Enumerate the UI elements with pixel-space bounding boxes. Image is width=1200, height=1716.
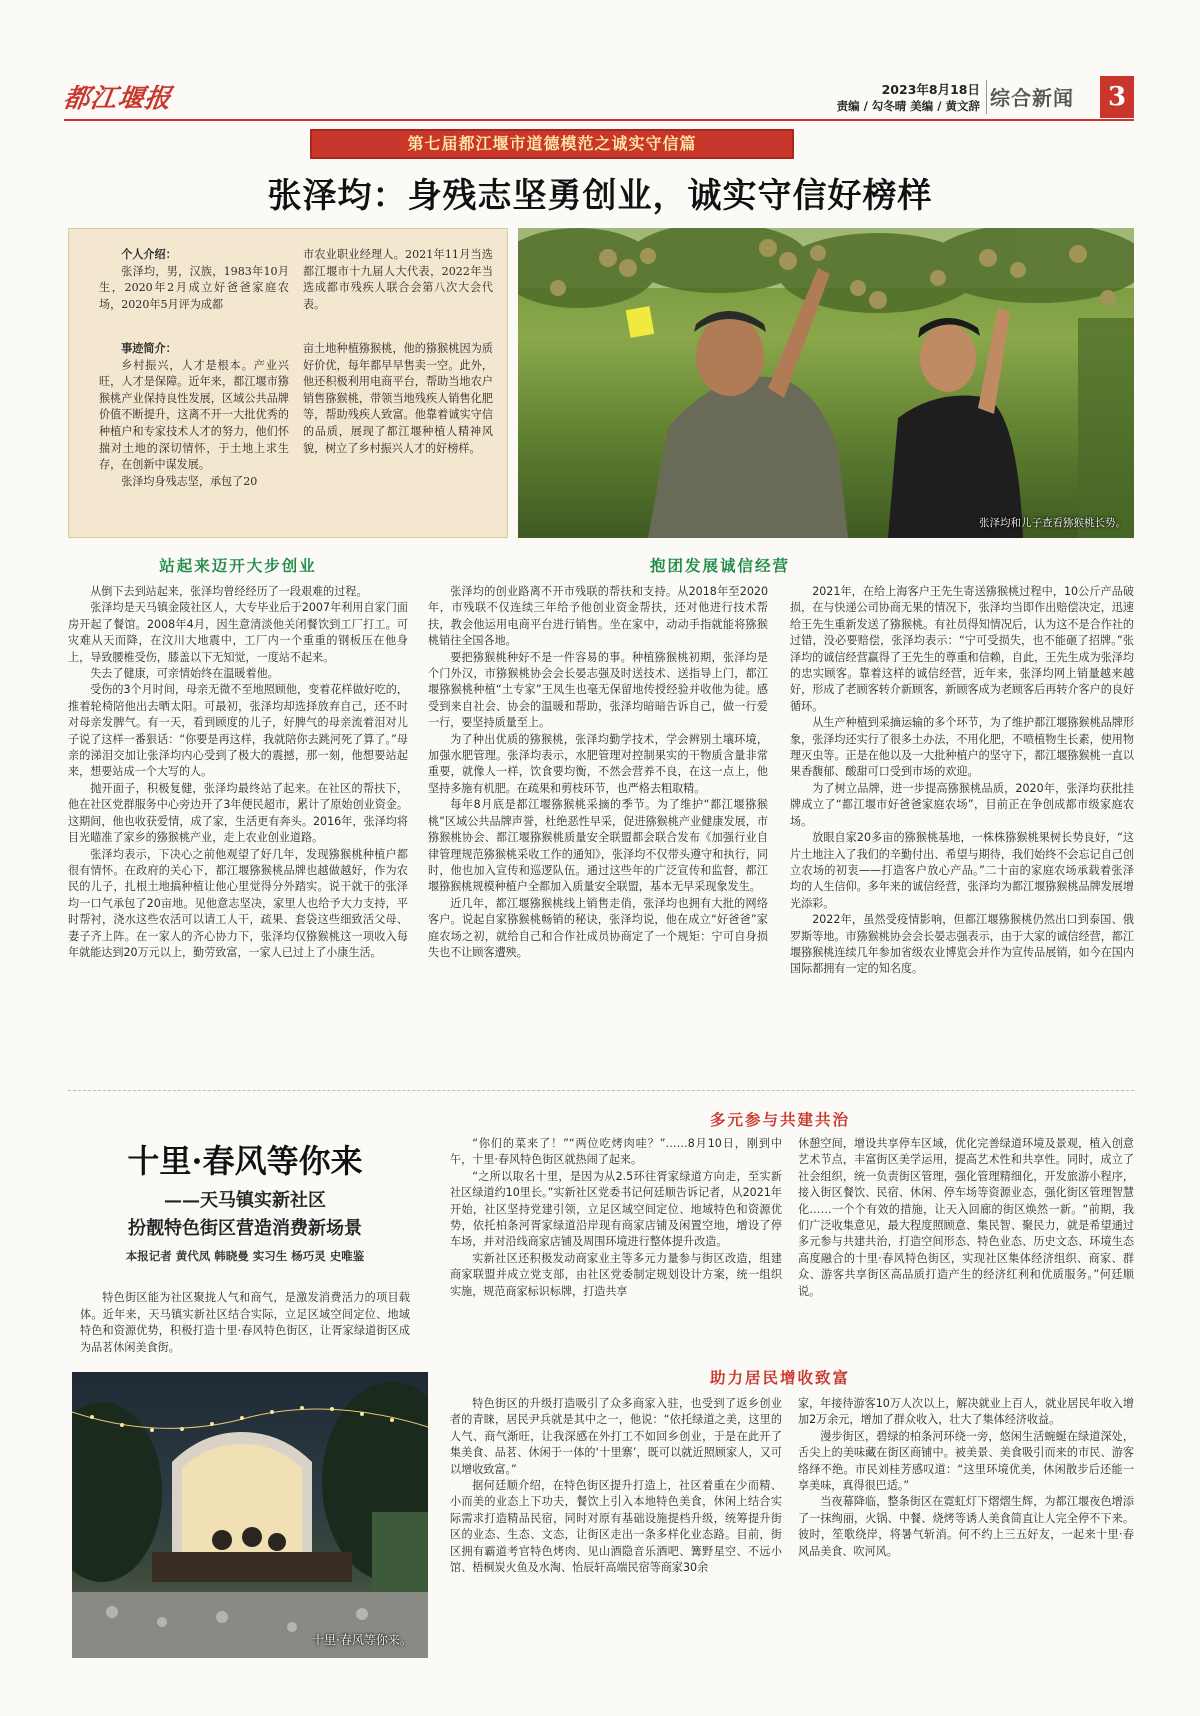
profile-intro-text-1: 张泽均，男，汉族，1983年10月生，2020年2月成立好爸爸家庭农场，2020年5月评为成都 bbox=[99, 264, 289, 311]
section1-colB bbox=[798, 1136, 1134, 1372]
section2-colB bbox=[798, 1396, 1134, 1696]
section-name: 综合新闻 bbox=[990, 86, 1074, 110]
top-col1-p2: 张泽均是天马镇金陵社区人，大专毕业后于2007年利用自家门面房开起了餐馆。2008年4月，因生意清淡他关闭餐饮到工厂打工。可灾难从天而降，在汶川大地震中，工厂内一个重重的钢板压在他身上，导致腰椎受伤，膝盖以下无知觉，一度站不起来。 bbox=[68, 601, 408, 664]
profile-deeds-text-1b: 张泽均身残志坚，承包了20 bbox=[121, 474, 258, 488]
bottom-byline: 本报记者 黄代凤 韩晓曼 实习生 杨巧灵 史唯鉴 bbox=[125, 1249, 365, 1263]
top-col1-p5: 抛开面子，积极复健，张泽均最终站了起来。在社区的帮扶下，他在社区党群服务中心旁边开了3年便民超市，累计了原始创业资金。这期间，他也收获爱情，成了家，生活更有奔头。2016年，张泽均将目光瞄准了家乡的猕猴桃产业，走上农业创业道路。 bbox=[68, 781, 408, 845]
section1-colA-p1: “你们的菜来了！”“两位吃烤肉哇？”……8月10日，刚到中午，十里·春风特色街区就热闹了起来。 bbox=[450, 1137, 782, 1167]
section1-colA-p3: 实新社区还积极发动商家业主等多元力量参与街区改造，组建商家联盟并成立党支部，由社区党委制定规划设计方案，统一组织实施，规范商家标识标牌，打造共享 bbox=[450, 1251, 782, 1298]
page-number-badge bbox=[1100, 76, 1134, 118]
col1-heading: 站起来迈开大步创业 bbox=[159, 556, 317, 575]
masthead bbox=[0, 0, 1200, 125]
profile-deeds-text-2: 亩土地种植猕猴桃，他的猕猴桃因为质好价优，每年都早早售卖一空。此外，他还积极利用电商平台，帮助当地农户销售猕猴桃，带领当地残疾人销售化肥等，帮助残疾人致富。他靠着诚实守信的品质，展现了都江堰种植人精神风貌，树立了乡村振兴人才的好榜样。 bbox=[303, 342, 493, 455]
issue-date: 2023年8月18日 bbox=[881, 82, 980, 97]
street-photo bbox=[72, 1372, 428, 1658]
top-col2 bbox=[428, 584, 768, 1074]
profile-intro-text-2: 市农业职业经理人。2021年11月当选都江堰市十九届人大代表，2022年当选成都市残疾人联合会第八次大会代表。 bbox=[303, 248, 493, 311]
series-banner bbox=[310, 129, 794, 159]
top-col1-p3: 失去了健康，可亲情始终在温暖着他。 bbox=[90, 667, 279, 681]
profile-intro-col1 bbox=[99, 247, 289, 313]
masthead-logo: 都江堰报 bbox=[61, 84, 174, 114]
top-col3-p1: 2021年，在给上海客户王先生寄送猕猴桃过程中，10公斤产品破损，在与快递公司协商无果的情况下，张泽均当即作出赔偿决定，迅速给王先生重新发送了猕猴桃。有社员得知情况后，认为这不是合作社的过错，没必要赔偿，张泽均表示：“宁可受损失，也不能砸了招牌。”张泽均的诚信经营赢得了王先生的尊重和信赖，自此，王先生成为张泽均的忠实顾客。靠着这样的诚信经营，近年来，张泽均网上销量越来越好，形成了老顾客转介新顾客，新顾客成为老顾客后再转介客户的良好循环。 bbox=[790, 585, 1134, 713]
section-separator bbox=[68, 1090, 1134, 1091]
top-col1-p4: 受伤的3个月时间，母亲无微不至地照顾他，变着花样做好吃的，推着轮椅陪他出去晒太阳。可最初，张泽均却选择放弃自己，还不时对母亲发脾气。有一天，看到顾度的儿子，好脾气的母亲流着泪对儿子说了这样一番狠话：“你要是再这样，我就陪你去跳河死了算了。”母亲的涕泪交加让张泽均内心受到了极大的震撼，那一刻，他想要站起来，想要站成一个大写的人。 bbox=[68, 683, 408, 779]
top-col2-p5: 近几年，都江堰猕猴桃线上销售走俏，张泽均也拥有大批的网络客户。说起自家猕猴桃畅销的秘诀，张泽均说，他在成立“好爸爸”家庭农场之初，就给自己和合作社成员协商定了一个规矩：宁可自身损失也不让顾客遭殃。 bbox=[428, 896, 768, 959]
series-banner-text: 第七届都江堰市道德模范之诚实守信篇 bbox=[407, 134, 697, 153]
section1-colA-p2: “之所以取名十里，是因为从2.5环往胥家绿道方向走，至实新社区绿道约10里长。”实新社区党委书记何廷顺告诉记者，从2021年开始，社区坚持党建引领，立足区域空间定位、地域特色和资源优势，依托柏条河胥家绿道沿岸现有商家店铺及闲置空地，增设了停车场，并对沿线商家店铺及周围环境进行整体提升改造。 bbox=[450, 1169, 782, 1249]
top-col3-p4: 放眼自家20多亩的猕猴桃基地，一株株猕猴桃果树长势良好，“这片土地注入了我们的辛勤付出、希望与期待，我们始终不会忘记自己创立农场的初衷——打造客户放心产品。”二十亩的家庭农场承载着张泽均的人生信仰。多年来的诚信经营，张泽均为都江堰猕猴桃品牌发展增光添彩。 bbox=[790, 831, 1134, 910]
street-photo-scene bbox=[72, 1372, 428, 1658]
top-col1-p6: 张泽均表示，下决心之前他观望了好几年，发现猕猴桃种植户都很有情怀。在政府的关心下，都江堰猕猴桃品牌也越做越好，作为农民的儿子，扎根土地搞种植让他心里觉得分外踏实。说干就干的张泽均一口气承包了20亩地。见他意志坚决，家里人也给予大力支持，平时帮衬，浇水这些农活可以请工人干，疏果、套袋这些细致活父母、妻子齐上阵。在一家人的齐心协力下，张泽均仅猕猴桃这一项收入每年就能达到20万元以上，勤劳致富，一家人已过上了小康生活。 bbox=[68, 847, 408, 959]
section2-colA-p1: 特色街区的升级打造吸引了众多商家入驻，也受到了返乡创业者的青睐，居民尹兵就是其中之一，他说：“依托绿道之美，这里的人气、商气渐旺，让我深感在外打工不如回乡创业，于是在此开了集美食、品茗、休闲于一体的‘十里寨’，既可以就近照顾家人，又可以增收致富。” bbox=[450, 1397, 782, 1476]
profile-deeds-title: 事迹简介： bbox=[121, 342, 177, 355]
orchard-photo-caption: 张泽均和儿子查看猕猴桃长势。 bbox=[979, 517, 1126, 529]
top-col2-p1: 张泽均的创业路离不开市残联的帮扶和支持。从2018年至2020年，市残联不仅连续三年给予他创业资金帮扶，还对他进行技术帮扶，教会他运用电商平台进行销售。坐在家中，动动手指就能将猕猴桃销往全国各地。 bbox=[428, 585, 768, 648]
profile-deeds-col2 bbox=[303, 341, 493, 457]
top-col2-p4: 每年8月底是都江堰猕猴桃采摘的季节。为了维护“都江堰猕猴桃”区域公共品牌声誉，杜绝恶性早采，促进猕猴桃产业健康发展，市猕猴桃协会、都江堰猕猴桃质量安全联盟都会联合发布《加强行业自律管理规范猕猴桃采收工作的通知》，张泽均不仅带头遵守和执行，同时，他也加入宣传和巡逻队伍。通过这些年的广泛宣传和监督，都江堰猕猴桃规模种植户全都加入质量安全联盟，基本无早采现象发生。 bbox=[428, 798, 768, 894]
profile-deeds-text-1: 乡村振兴，人才是根本。产业兴旺，人才是保障。近年来，都江堰市猕猴桃产业保持良性发展，区域公共品牌价值不断提升，这离不开一大批优秀的种植户和专家技术人才的努力，他们怀揣对土地的深切情怀，于土地上求生存，在创新中谋发展。 bbox=[99, 358, 289, 472]
bottom-subtitle2: 扮靓特色街区营造消费新场景 bbox=[128, 1218, 362, 1239]
bottom-lead bbox=[80, 1290, 410, 1356]
section-divider bbox=[986, 80, 987, 114]
top-col3-p5: 2022年，虽然受疫情影响，但都江堰猕猴桃仍然出口到泰国、俄罗斯等地。市猕猴桃协会会长晏志强表示，由于大家的诚信经营，都江堰猕猴桃连续几年参加省级农业博览会并作为宣传品展销，如今在国内国际都拥有一定的知名度。 bbox=[790, 913, 1134, 976]
top-col3-p3: 为了树立品牌，进一步提高猕猴桃品质，2020年，张泽均获批挂牌成立了“都江堰市好爸爸家庭农场”，目前正在争创成都市级家庭农场。 bbox=[790, 781, 1134, 828]
profile-intro-col2 bbox=[303, 247, 493, 313]
top-col2-p3: 为了种出优质的猕猴桃，张泽均勤学技术，学会辨别土壤环境，加强水肥管理。张泽均表示，水肥管理对控制果实的干物质含量非常重要，就像人一样，饮食要均衡，不然会营养不良，在这一点上，他坚持多施有机肥。在疏果和剪枝环节，也严格去粗取精。 bbox=[428, 732, 768, 795]
profile-intro-title: 个人介绍： bbox=[121, 248, 177, 261]
street-photo-caption: 十里·春风等你来。 bbox=[312, 1633, 412, 1647]
top-col3-p2: 从生产种植到采摘运输的多个环节，为了维护都江堰猕猴桃品牌形象，张泽均还实行了很多土办法，不用化肥，不喷植物生长素，使用物理灭虫等。正是在他以及一大批种植户的坚守下，都江堰猕猴桃一直以果香馥郁、酸甜可口受到市场的欢迎。 bbox=[790, 716, 1134, 779]
bottom-lead-text: 特色街区能为社区聚拢人气和商气，是激发消费活力的项目载体。近年来，天马镇实新社区结合实际，立足区域空间定位、地域特色和资源优势，积极打造十里·春风特色街区，让胥家绿道街区成为品茗休闲美食街。 bbox=[80, 1291, 410, 1354]
top-col1 bbox=[68, 584, 408, 1074]
section1-colA bbox=[450, 1136, 782, 1372]
page-number: 3 bbox=[1107, 82, 1127, 112]
orchard-photo bbox=[518, 228, 1134, 538]
editors-credit: 责编 / 勾冬晴 美编 / 黄文辞 bbox=[836, 99, 980, 113]
masthead-rule bbox=[64, 119, 1134, 121]
section1-heading: 多元参与共建共治 bbox=[709, 1111, 850, 1129]
top-col2-p2: 要把猕猴桃种好不是一件容易的事。种植猕猴桃初期，张泽均是个门外汉，市猕猴桃协会会长晏志强及时送技术、送指导上门，都江堰猕猴桃种植“土专家”王凤生也毫无保留地传授经验并收他为徒。感受到来自社会、协会的温暖和帮助，张泽均暗暗告诉自己，做一行爱一行，要坚持质量至上。 bbox=[428, 650, 768, 730]
top-col1-p1: 从倒下去到站起来，张泽均曾经经历了一段艰难的过程。 bbox=[90, 585, 368, 598]
section2-colB-p2: 漫步街区，碧绿的柏条河环绕一旁，悠闲生活蜿蜒在绿道深处，舌尖上的美味藏在街区商铺中。被美景、美食吸引而来的市民、游客络绎不绝。市民刘桂芳感叹道：“这里环境优美，休闲散步后还能一享美味，真得很巴适。” bbox=[798, 1429, 1134, 1493]
section2-colB-p1: 家，年接待游客10万人次以上，解决就业上百人，就业居民年收入增加2万余元，增加了群众收入，壮大了集体经济收益。 bbox=[798, 1397, 1134, 1427]
section2-colA bbox=[450, 1396, 782, 1696]
top-headline: 张泽均：身残志坚勇创业，诚实守信好榜样 bbox=[267, 176, 933, 216]
profile-deeds-col1 bbox=[99, 341, 289, 490]
section2-heading: 助力居民增收致富 bbox=[709, 1369, 850, 1387]
bottom-headline: 十里·春风等你来 bbox=[127, 1142, 363, 1180]
section1-colB-p1: 休憩空间，增设共享停车区域，优化完善绿道环境及景观，植入创意艺术节点，丰富街区美学运用，提高艺术性和共享性。同时，成立了社会组织，统一负责街区管理，强化管理精细化，开发旅游小程序，接入街区餐饮、民宿、休闲、停车场等资源业态，强化街区管理智慧化……一个个有效的措施，让天入回廊的街区焕然一新。“前期，我们广泛收集意见，最大程度照顾意、集民智、聚民力，就是希望通过多元参与共建共治，打造空间形态、特色业态、历史文态、环境生态高度融合的十里·春风特色街区，实现社区集体经济组织、商家、群众、游客共享街区高品质打造产生的经济红利和优质服务。”何廷顺说。 bbox=[798, 1137, 1134, 1298]
profile-box bbox=[68, 228, 508, 538]
section2-colA-p2: 据何廷顺介绍，在特色街区提升打造上，社区着重在少而精、小而美的业态上下功夫，餐饮上引入本地特色美食，休闲上结合实际需求打造精品民宿，同时对原有基础设施提档升级，统筹提升街区的业态、生态、文态，让街区走出一条多样化业态路。目前，街区拥有霸道考官特色烤肉、见山酒隐音乐酒吧、篝野星空、不远小馆、梧桐炭火鱼及水淘、怡辰轩高端民宿等商家30余 bbox=[450, 1479, 782, 1575]
top-col3 bbox=[790, 584, 1134, 1074]
orchard-photo-scene bbox=[518, 228, 1134, 538]
col3-heading: 抱团发展诚信经营 bbox=[649, 556, 790, 575]
section2-colB-p3: 当夜幕降临，整条街区在霓虹灯下熠熠生辉，为都江堰夜色增添了一抹绚丽，火锅、中餐、烧烤等诱人美食简直让人完全停不下来。彼时，笙歌绕岸，将暑气斩消。何不约上三五好友，一起来十里·春风品美食、吹河风。 bbox=[798, 1495, 1134, 1558]
bottom-subtitle: ——天马镇实新社区 bbox=[164, 1190, 326, 1211]
